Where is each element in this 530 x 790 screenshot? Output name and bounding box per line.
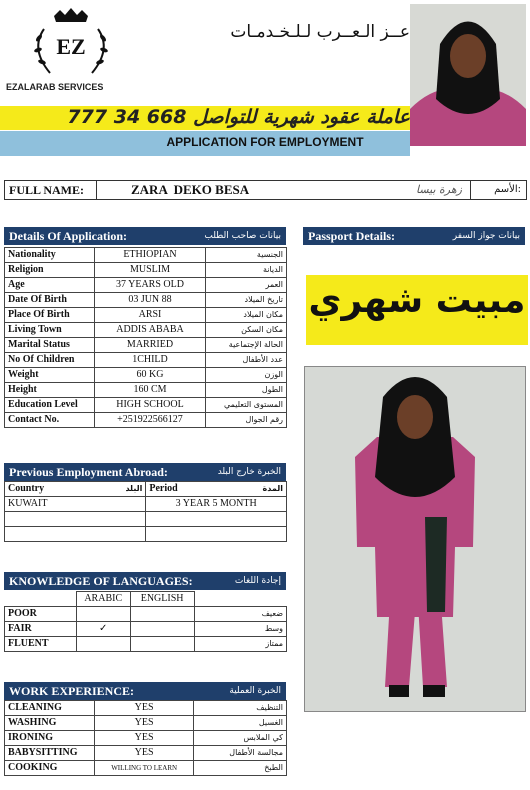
language-row bbox=[5, 622, 287, 637]
detail-row bbox=[5, 263, 287, 278]
language-english-mark bbox=[130, 607, 194, 622]
details-header bbox=[4, 227, 286, 245]
work-skill: IRONING bbox=[5, 731, 95, 746]
language-arabic-mark bbox=[76, 607, 130, 622]
detail-value: HIGH SCHOOL bbox=[94, 398, 205, 413]
work-title: WORK EXPERIENCE: bbox=[9, 684, 135, 698]
detail-value: 03 JUN 88 bbox=[94, 293, 205, 308]
work-skill: COOKING bbox=[5, 761, 95, 776]
language-row bbox=[5, 637, 287, 652]
period-header: Period bbox=[149, 483, 178, 494]
page-title: APPLICATION FOR EMPLOYMENT bbox=[166, 135, 364, 149]
detail-label: Religion bbox=[5, 263, 95, 278]
employment-country bbox=[5, 512, 146, 527]
detail-label-arabic: رقم الجوال bbox=[206, 413, 287, 428]
employment-table bbox=[4, 481, 287, 542]
detail-label: Date Of Birth bbox=[5, 293, 95, 308]
work-row bbox=[5, 701, 287, 716]
employment-row bbox=[5, 497, 287, 512]
work-header bbox=[4, 682, 286, 700]
work-skill-arabic: التنظيف bbox=[194, 701, 287, 716]
language-english-mark bbox=[130, 622, 194, 637]
portrait-photo bbox=[410, 4, 526, 146]
monthly-label: مبيت شهري bbox=[308, 280, 526, 321]
work-row bbox=[5, 731, 287, 746]
work-skill-arabic: كي الملابس bbox=[194, 731, 287, 746]
work-skill: WASHING bbox=[5, 716, 95, 731]
detail-label-arabic: عدد الأطفال bbox=[206, 353, 287, 368]
employment-col-country bbox=[5, 482, 146, 497]
passport-header bbox=[303, 227, 525, 245]
employment-row bbox=[5, 512, 287, 527]
detail-row bbox=[5, 248, 287, 263]
detail-value: ARSI bbox=[94, 308, 205, 323]
languages-title-arabic: إجادة اللغات bbox=[234, 576, 281, 586]
detail-label-arabic: مكان الميلاد bbox=[206, 308, 287, 323]
detail-row bbox=[5, 338, 287, 353]
employment-period bbox=[146, 527, 287, 542]
work-title-arabic: الخبرة العملية bbox=[229, 686, 281, 696]
detail-label: Height bbox=[5, 383, 95, 398]
language-english-mark bbox=[130, 637, 194, 652]
detail-label-arabic: مكان السكن bbox=[206, 323, 287, 338]
contact-band-text: عاملة عقود شهرية للتواصل 668 34 777 bbox=[67, 106, 410, 128]
detail-label-arabic: الطول bbox=[206, 383, 287, 398]
language-level-arabic: ضعيف bbox=[194, 607, 286, 622]
detail-label: No Of Children bbox=[5, 353, 95, 368]
work-skill: CLEANING bbox=[5, 701, 95, 716]
detail-value: ADDIS ABABA bbox=[94, 323, 205, 338]
work-row bbox=[5, 761, 287, 776]
detail-label: Living Town bbox=[5, 323, 95, 338]
languages-title: KNOWLEDGE OF LANGUAGES: bbox=[9, 574, 193, 588]
details-title-arabic: بيانات صاحب الطلب bbox=[204, 231, 281, 241]
work-answer: YES bbox=[94, 701, 194, 716]
employment-period: 3 YEAR 5 MONTH bbox=[146, 497, 287, 512]
work-row bbox=[5, 716, 287, 731]
country-header-arabic: البلد bbox=[125, 484, 143, 493]
detail-value: 60 KG bbox=[94, 368, 205, 383]
detail-value: 1CHILD bbox=[94, 353, 205, 368]
work-row bbox=[5, 746, 287, 761]
language-level: FLUENT bbox=[5, 637, 77, 652]
employment-title: Previous Employment Abroad: bbox=[9, 465, 168, 479]
name-label-arabic: الأسم: bbox=[494, 184, 521, 195]
period-header-arabic: المدة bbox=[262, 484, 283, 493]
detail-label-arabic: المستوى التعليمي bbox=[206, 398, 287, 413]
detail-row bbox=[5, 353, 287, 368]
work-skill: BABYSITTING bbox=[5, 746, 95, 761]
work-skill-arabic: الغسيل bbox=[194, 716, 287, 731]
work-skill-arabic: مجالسة الأطفال bbox=[194, 746, 287, 761]
detail-value: 160 CM bbox=[94, 383, 205, 398]
detail-label-arabic: الجنسية bbox=[206, 248, 287, 263]
language-level: FAIR bbox=[5, 622, 77, 637]
header bbox=[0, 0, 530, 158]
language-arabic-mark: ✓ bbox=[76, 622, 130, 637]
full-body-photo bbox=[304, 366, 526, 712]
work-table bbox=[4, 700, 287, 776]
language-col-arabic: ARABIC bbox=[76, 592, 130, 607]
detail-label-arabic: الوزن bbox=[206, 368, 287, 383]
company-name-english: EZALARAB SERVICES bbox=[6, 82, 104, 92]
detail-label: Place Of Birth bbox=[5, 308, 95, 323]
detail-label: Nationality bbox=[5, 248, 95, 263]
detail-row bbox=[5, 278, 287, 293]
full-name-arabic: زهرة بيسا bbox=[295, 181, 471, 199]
detail-row bbox=[5, 413, 287, 428]
detail-label-arabic: الديانة bbox=[206, 263, 287, 278]
detail-label-arabic: تاريخ الميلاد bbox=[206, 293, 287, 308]
name-label-english: FULL NAME: bbox=[5, 181, 97, 199]
detail-label: Weight bbox=[5, 368, 95, 383]
employment-header bbox=[4, 463, 286, 481]
detail-label: Marital Status bbox=[5, 338, 95, 353]
detail-value: +251922566127 bbox=[94, 413, 205, 428]
languages-corner-right bbox=[194, 592, 286, 607]
detail-value: MARRIED bbox=[94, 338, 205, 353]
work-answer: WILLING TO LEARN bbox=[94, 761, 194, 776]
work-answer: YES bbox=[94, 731, 194, 746]
work-answer: YES bbox=[94, 716, 194, 731]
employment-row bbox=[5, 527, 287, 542]
detail-label-arabic: الحالة الإجتماعية bbox=[206, 338, 287, 353]
languages-corner bbox=[5, 592, 77, 607]
detail-row bbox=[5, 308, 287, 323]
company-name-arabic: عــز الـعــرب لـلـخـدمـات bbox=[230, 22, 410, 42]
details-table bbox=[4, 247, 287, 428]
languages-header bbox=[4, 572, 286, 590]
passport-title-arabic: بيانات جواز السفر bbox=[452, 231, 520, 241]
name-row bbox=[4, 180, 527, 200]
work-answer: YES bbox=[94, 746, 194, 761]
detail-value: MUSLIM bbox=[94, 263, 205, 278]
detail-label: Age bbox=[5, 278, 95, 293]
languages-table bbox=[4, 591, 287, 652]
work-skill-arabic: الطبخ bbox=[194, 761, 287, 776]
country-header: Country bbox=[8, 483, 45, 494]
detail-row bbox=[5, 323, 287, 338]
employment-title-arabic: الخبرة خارج البلد bbox=[217, 467, 281, 477]
detail-label-arabic: العمر bbox=[206, 278, 287, 293]
passport-title: Passport Details: bbox=[308, 229, 395, 243]
employment-country: KUWAIT bbox=[5, 497, 146, 512]
employment-country bbox=[5, 527, 146, 542]
employment-period bbox=[146, 512, 287, 527]
language-arabic-mark bbox=[76, 637, 130, 652]
language-col-english: ENGLISH bbox=[130, 592, 194, 607]
detail-label: Education Level bbox=[5, 398, 95, 413]
language-row bbox=[5, 607, 287, 622]
details-title: Details Of Application: bbox=[9, 229, 128, 243]
full-name-english: ZARA DEKO BESA bbox=[131, 182, 250, 197]
detail-label: Contact No. bbox=[5, 413, 95, 428]
detail-row bbox=[5, 398, 287, 413]
logo-text: EZ bbox=[56, 34, 86, 59]
detail-value: 37 YEARS OLD bbox=[94, 278, 205, 293]
detail-row bbox=[5, 383, 287, 398]
employment-col-period bbox=[146, 482, 287, 497]
language-level-arabic: وسط bbox=[194, 622, 286, 637]
detail-value: ETHIOPIAN bbox=[94, 248, 205, 263]
language-level: POOR bbox=[5, 607, 77, 622]
detail-row bbox=[5, 368, 287, 383]
language-level-arabic: ممتاز bbox=[194, 637, 286, 652]
detail-row bbox=[5, 293, 287, 308]
